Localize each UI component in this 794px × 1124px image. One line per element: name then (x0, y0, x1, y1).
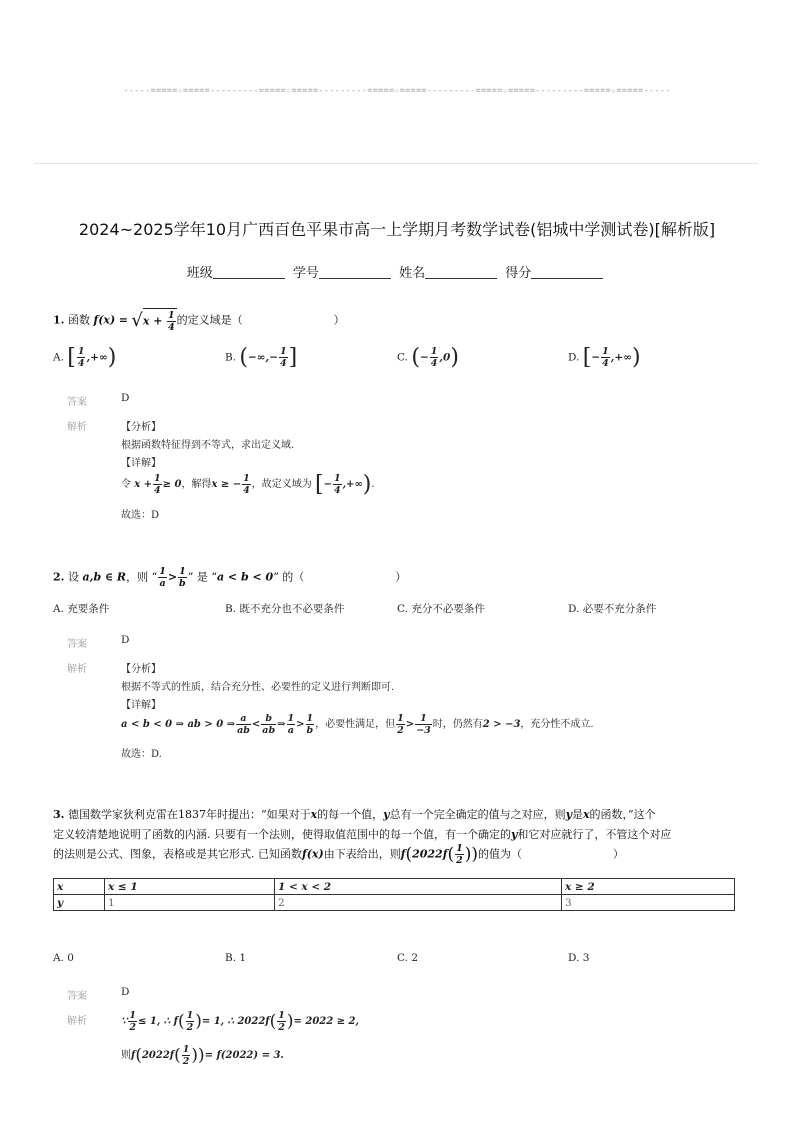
q2-detail-line: a < b < 0 ⇒ ab > 0 ⇒ $\frac{a}{ab}$ < $\frac{b}{ab}$ ⇒ $\frac{1}{a}$ > $\frac{1}{b}$ ，必要性满足，但 $\frac{1}{2}$ > $\frac{1}{-3}$ 时，仍然有2 > −3，充分性不成立. (121, 713, 594, 736)
q1-fenxi-text: 根据函数特征得到不等式，求出定义域. (121, 440, 295, 451)
class-blank[interactable] (213, 266, 285, 279)
score-label: 得分 (505, 266, 532, 281)
q2-option-b[interactable]: B. 既不充分也不必要条件 (225, 603, 345, 615)
q3-stem-line2: 定义较清楚地说明了函数的内涵. 只要有一个法则，使得取值范围中的每一个值，有一个确定的y和它对应就行了，不管这个对应 (53, 828, 672, 841)
score-blank[interactable] (531, 266, 603, 279)
table-cell: x ≤ 1 (105, 879, 275, 895)
q1-option-a[interactable]: A. [ $\frac{1}{4}$ ,+∞) (53, 345, 117, 370)
q2-option-a[interactable]: A. 充要条件 (53, 603, 110, 615)
q1-answer-label: 答案 (67, 397, 87, 408)
q1-answer: D (121, 392, 130, 404)
q3-answer: D (121, 986, 130, 998)
table-cell: x ≥ 2 (562, 879, 735, 895)
header-decoration: -----=====☆=====---------=====☆=====---------=====☆=====---------=====☆=====---------=====☆=====----- (123, 86, 671, 96)
table-cell: 2 (275, 895, 562, 911)
q3-stem-line1: 3. 德国数学家狄利克雷在1837年时提出：“如果对于x的每一个值，y总有一个完全确定的值与之对应，则y是x的函数，”这个 (53, 808, 656, 821)
q1-detail-line: 令 x + $\frac{1}{4}$ ≥ 0，解得x ≥ − $\frac{1}{4}$ ，故定义域为 [− $\frac{1}{4}$ ,+∞). (121, 472, 375, 497)
table-cell: y (54, 895, 105, 911)
q2-option-c[interactable]: C. 充分不必要条件 (397, 603, 485, 615)
q3-option-d[interactable]: D. 3 (568, 952, 590, 964)
q1-fenxi-heading: 【分析】 (121, 422, 161, 433)
id-blank[interactable] (319, 266, 391, 279)
q3-stem-line3: 的法则是公式、图象，表格或是其它形式. 已知函数f(x)由下表给出，则f(2022f( $\frac{1}{2}$ ))的值为（ ） (53, 843, 624, 866)
q1-option-b[interactable]: B. (−∞,− $\frac{1}{4}$ ] (225, 345, 298, 370)
q1-xiangjie-heading: 【详解】 (121, 458, 161, 469)
class-label: 班级 (186, 266, 213, 281)
q1-stem: 1. 函数 f(x) = √x + $\frac{1}{4}$ 的定义域是（ ） (53, 310, 345, 333)
q1-option-c[interactable]: C. (− $\frac{1}{4}$ ,0) (397, 345, 459, 370)
q3-option-a[interactable]: A. 0 (53, 952, 74, 964)
table-cell: 1 (105, 895, 275, 911)
q2-answer: D (121, 634, 130, 646)
q3-analysis-label: 解析 (67, 1016, 87, 1027)
q1-option-d[interactable]: D. [− $\frac{1}{4}$ ,+∞) (568, 345, 641, 370)
q3-answer-label: 答案 (67, 991, 87, 1002)
q1-analysis-label: 解析 (67, 422, 87, 433)
q2-conclusion: 故选：D. (121, 749, 162, 760)
table-row (54, 879, 735, 895)
name-label: 姓名 (399, 266, 426, 281)
q2-analysis-label: 解析 (67, 664, 87, 675)
q2-option-d[interactable]: D. 必要不充分条件 (568, 603, 657, 615)
q2-stem: 2. 设 a,b ∈ R，则 “ $\frac{1}{a}$ > $\frac{1}{b}$ ” 是 “a < b < 0” 的（ ） (53, 566, 407, 589)
table-cell: 1 < x < 2 (275, 879, 562, 895)
student-info-line (0, 262, 794, 281)
id-label: 学号 (292, 266, 319, 281)
table-row (54, 895, 735, 911)
q2-xiangjie-heading: 【详解】 (121, 700, 161, 711)
q3-table (53, 878, 735, 911)
q2-fenxi-text: 根据不等式的性质，结合充分性、必要性的定义进行判断即可. (121, 682, 395, 693)
page-title: 2024~2025学年10月广西百色平果市高一上学期月考数学试卷(铝城中学测试卷)[解析版] (78, 220, 716, 239)
table-cell: x (54, 879, 105, 895)
q3-solution-line1: ∵ $\frac{1}{2}$ ≤ 1, ∴ f( $\frac{1}{2}$ )= 1, ∴ 2022f( $\frac{1}{2}$ )= 2022 ≥ 2, (121, 1010, 359, 1033)
table-cell: 3 (562, 895, 735, 911)
header-divider (34, 163, 758, 164)
q1-conclusion: 故选：D (121, 510, 160, 521)
q3-solution-line2: 则f(2022f( $\frac{1}{2}$ ))= f(2022) = 3. (121, 1044, 284, 1067)
q2-fenxi-heading: 【分析】 (121, 664, 161, 675)
q3-option-c[interactable]: C. 2 (397, 952, 419, 964)
q3-option-b[interactable]: B. 1 (225, 952, 247, 964)
name-blank[interactable] (425, 266, 497, 279)
q2-answer-label: 答案 (67, 639, 87, 650)
